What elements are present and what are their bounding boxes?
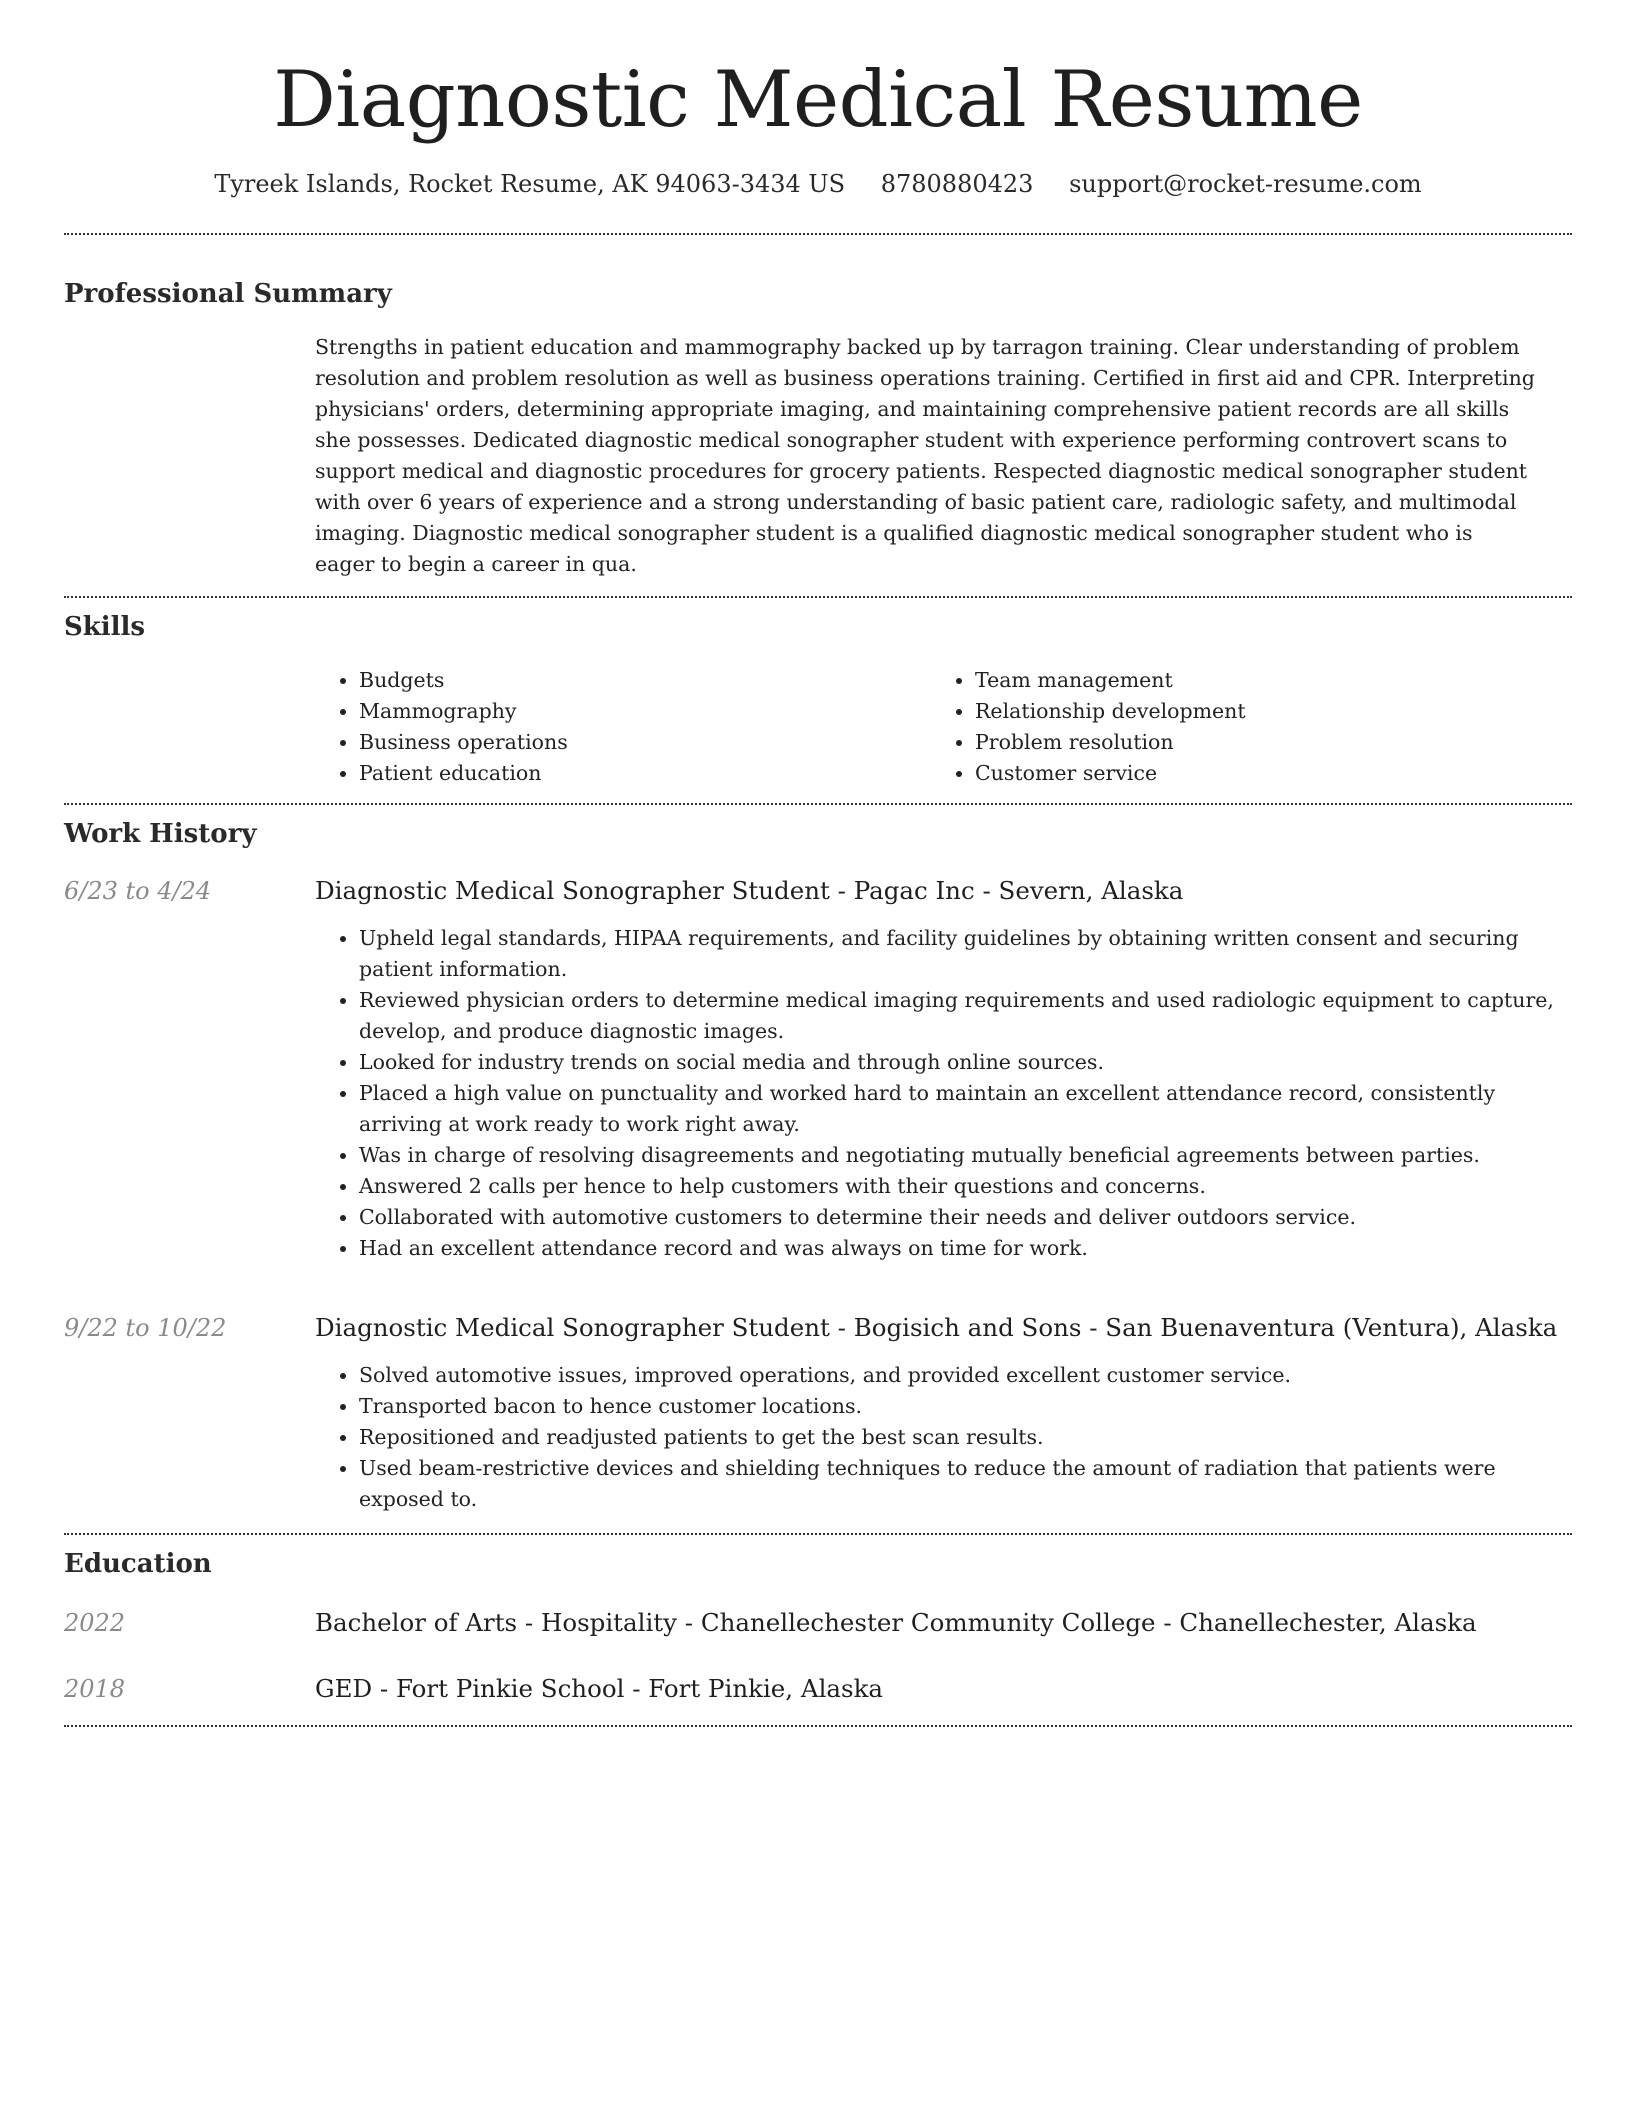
section-divider <box>64 803 1572 805</box>
section-divider <box>64 1533 1572 1535</box>
skills-heading: Skills <box>64 612 146 642</box>
skill-item: • Customer service <box>975 758 1547 789</box>
job-heading <box>315 1312 1572 1344</box>
job-company: - Pagac Inc - Severn, Alaska <box>829 876 1184 905</box>
job-bullet: • Answered 2 calls per hence to help customers with their questions and concerns. <box>359 1171 1572 1202</box>
skill-item: • Business operations <box>359 727 931 758</box>
education-year: 2018 <box>64 1675 126 1703</box>
job-bullet: • Solved automotive issues, improved operations, and provided excellent customer service. <box>359 1360 1572 1391</box>
skills-column-left <box>315 665 931 789</box>
job-bullets <box>315 1360 1572 1515</box>
job-entry <box>64 875 1572 1264</box>
summary-heading: Professional Summary <box>64 279 392 309</box>
job-bullet: • Repositioned and readjusted patients to get the best scan results. <box>359 1422 1572 1453</box>
education-entry <box>64 1607 1572 1639</box>
job-dates: 6/23 to 4/24 <box>64 877 212 905</box>
contact-phone: 8780880423 <box>880 170 1034 198</box>
job-title: Diagnostic Medical Sonographer Student <box>315 876 830 905</box>
job-heading <box>315 875 1572 907</box>
job-bullet: • Placed a high value on punctuality and worked hard to maintain an excellent attendance record, consistently arriving at work ready to work right away. <box>359 1078 1572 1140</box>
skill-item: • Mammography <box>359 696 931 727</box>
resume-title: Diagnostic Medical Resume <box>273 55 1363 145</box>
education-heading: Education <box>64 1549 212 1579</box>
education-details <box>315 1673 883 1705</box>
education-details <box>315 1607 1477 1639</box>
job-bullet: • Upheld legal standards, HIPAA requirements, and facility guidelines by obtaining written consent and securing patient information. <box>359 923 1572 985</box>
job-title: Diagnostic Medical Sonographer Student <box>315 1313 830 1342</box>
education-degree: GED <box>315 1674 373 1703</box>
contact-address: Tyreek Islands, Rocket Resume, AK 94063-3434 US <box>214 170 846 198</box>
skill-item: • Budgets <box>359 665 931 696</box>
resume-page <box>64 0 1572 1727</box>
education-entry <box>64 1673 1572 1705</box>
education-school: - Chanellechester Community College - Chanellechester, Alaska <box>677 1608 1477 1637</box>
skills-list <box>315 665 1572 789</box>
section-divider <box>64 1725 1572 1727</box>
skill-item: • Team management <box>975 665 1547 696</box>
job-bullet: • Collaborated with automotive customers to determine their needs and deliver outdoors service. <box>359 1202 1572 1233</box>
education-degree: Bachelor of Arts - Hospitality <box>315 1608 677 1637</box>
skills-column-right <box>931 665 1547 789</box>
job-bullet: • Reviewed physician orders to determine medical imaging requirements and used radiologic equipment to capture, develop, and produce diagnostic images. <box>359 985 1572 1047</box>
work-history-heading: Work History <box>64 819 257 849</box>
section-divider <box>64 233 1572 235</box>
summary-text: Strengths in patient education and mammography backed up by tarragon training. Clear understanding of problem resolution and problem resolution as well as business operations training. Certified in first aid and CPR. Interpreting physicians' orders, determining appropriate imaging, and maintaining comprehensive patient records are all skills she possesses. Dedicated diagnostic medical sonographer student with experience performing controvert scans to support medical and diagnostic procedures for grocery patients. Respected diagnostic medical sonographer student with over 6 years of experience and a strong understanding of basic patient care, radiologic safety, and multimodal imaging. Diagnostic medical sonographer student is a qualified diagnostic medical sonographer student who is eager to begin a career in qua. <box>315 335 1535 576</box>
job-bullet: • Was in charge of resolving disagreements and negotiating mutually beneficial agreements between parties. <box>359 1140 1572 1171</box>
job-entry <box>64 1312 1572 1515</box>
skill-item: • Problem resolution <box>975 727 1547 758</box>
job-bullet: • Used beam-restrictive devices and shielding techniques to reduce the amount of radiation that patients were exposed to. <box>359 1453 1572 1515</box>
contact-line <box>64 168 1572 200</box>
job-company: - Bogisich and Sons - San Buenaventura (Ventura), Alaska <box>829 1313 1558 1342</box>
education-year: 2022 <box>64 1609 126 1637</box>
job-bullet: • Had an excellent attendance record and was always on time for work. <box>359 1233 1572 1264</box>
job-body <box>315 875 1572 1264</box>
section-divider <box>64 596 1572 598</box>
contact-email: support@rocket-resume.com <box>1069 170 1422 198</box>
job-dates: 9/22 to 10/22 <box>64 1314 227 1342</box>
job-bullet: • Transported bacon to hence customer locations. <box>359 1391 1572 1422</box>
job-bullets <box>315 923 1572 1264</box>
skill-item: • Relationship development <box>975 696 1547 727</box>
education-school: - Fort Pinkie School - Fort Pinkie, Alaska <box>372 1674 884 1703</box>
job-body <box>315 1312 1572 1515</box>
skill-item: • Patient education <box>359 758 931 789</box>
job-bullet: • Looked for industry trends on social media and through online sources. <box>359 1047 1572 1078</box>
